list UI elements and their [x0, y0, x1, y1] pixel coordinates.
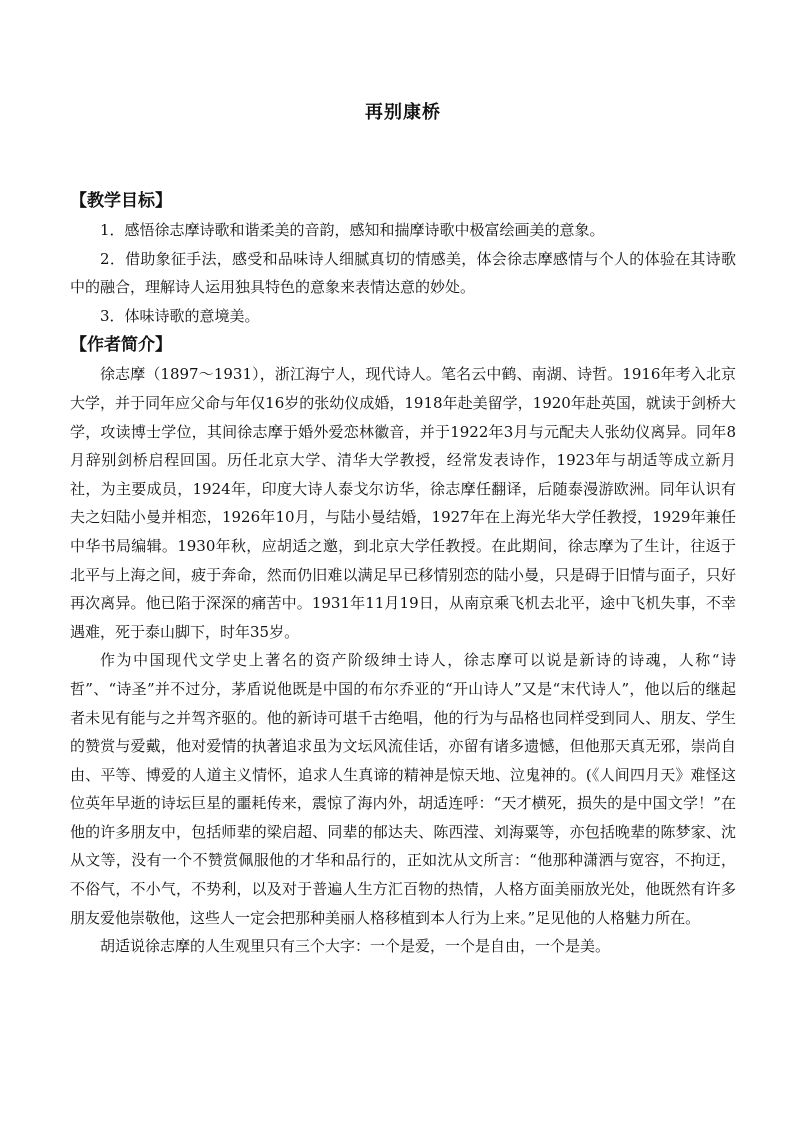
document-title: 再别康桥: [365, 102, 441, 123]
author-intro-paragraph-2: 作为中国现代文学史上著名的资产阶级绅士诗人，徐志摩可以说是新诗的诗魂，人称“诗哲”、“诗圣”并不过分，茅盾说他既是中国的布尔乔亚的“开山诗人”又是“末代诗人”，他以后的继起者未见有能与之并驾齐驱的。他的新诗可堪千古绝唱，他的行为与品格也同样受到同人、朋友、学生的赞赏与爱戴，他对爱情的执著追求虽为文坛风流佳话，亦留有诸多遗憾，但他那天真无邪，崇尚自由、平等、博爱的人道主义情怀，追求人生真谛的精神是惊天地、泣鬼神的。(《人间四月天》难怪这位英年早逝的诗坛巨星的噩耗传来，震惊了海内外，胡适连呼：“天才横死，损失的是中国文学！”在他的许多朋友中，包括师辈的梁启超、同辈的郁达夫、陈西滢、刘海粟等，亦包括晚辈的陈梦家、沈从文等，没有一个不赞赏佩服他的才华和品行的，正如沈从文所言：“他那种潇洒与宽容，不拘迂，不俗气，不小气，不势利，以及对于普遍人生方汇百物的热情，人格方面美丽放光处，他既然有许多朋友爱他崇敬他，这些人一定会把那种美丽人格移植到本人行为上来。”足见他的人格魅力所在。: [70, 651, 736, 927]
teaching-goal-item-2: 2．借助象征手法，感受和品味诗人细腻真切的情感美，体会徐志摩感情与个人的体验在其诗歌中的融合，理解诗人运用独具特色的意象来表情达意的妙处。: [70, 249, 736, 297]
document-page: [70, 96, 736, 961]
teaching-goal-item-3: 3．体味诗歌的意境美。: [100, 306, 260, 325]
teaching-goal-item-1: 1．感悟徐志摩诗歌和谐柔美的音韵，感知和揣摩诗歌中极富绘画美的意象。: [100, 221, 605, 239]
author-intro-paragraph-3: 胡适说徐志摩的人生观里只有三个大字：一个是爱，一个是自由，一个是美。: [100, 937, 611, 956]
author-intro-paragraph-1: 徐志摩（1897～1931），浙江海宁人，现代诗人。笔名云中鹤、南湖、诗哲。1916年考入北京大学，并于同年应父命与年仅16岁的张幼仪成婚，1918年赴美留学，1920年赴英国，就读于剑桥大学，攻读博士学位，其间徐志摩于婚外爱恋林徽音，并于1922年3月与元配夫人张幼仪离异。同年8月辞别剑桥启程回国。历任北京大学、清华大学教授，经常发表诗作，1923年与胡适等成立新月社，为主要成员，1924年，印度大诗人泰戈尔访华，徐志摩任翻译，后随泰漫游欧洲。同年认识有夫之妇陆小曼并相恋，1926年10月，与陆小曼结婚，1927年在上海光华大学任教授，1929年兼任中华书局编辑。1930年秋，应胡适之邀，到北京大学任教授。在此期间，徐志摩为了生计，往返于北平与上海之间，疲于奔命，然而仍旧难以满足早已移情别恋的陆小曼，只是碍于旧情与面子，只好再次离异。他已陷于深深的痛苦中。1931年11月19日，从南京乘飞机去北平，途中飞机失事，不幸遇难，死于泰山脚下，时年35岁。: [70, 365, 736, 641]
section-heading-author-intro: 【作者简介】: [70, 335, 172, 356]
section-heading-teaching-goals: 【教学目标】: [70, 191, 172, 211]
